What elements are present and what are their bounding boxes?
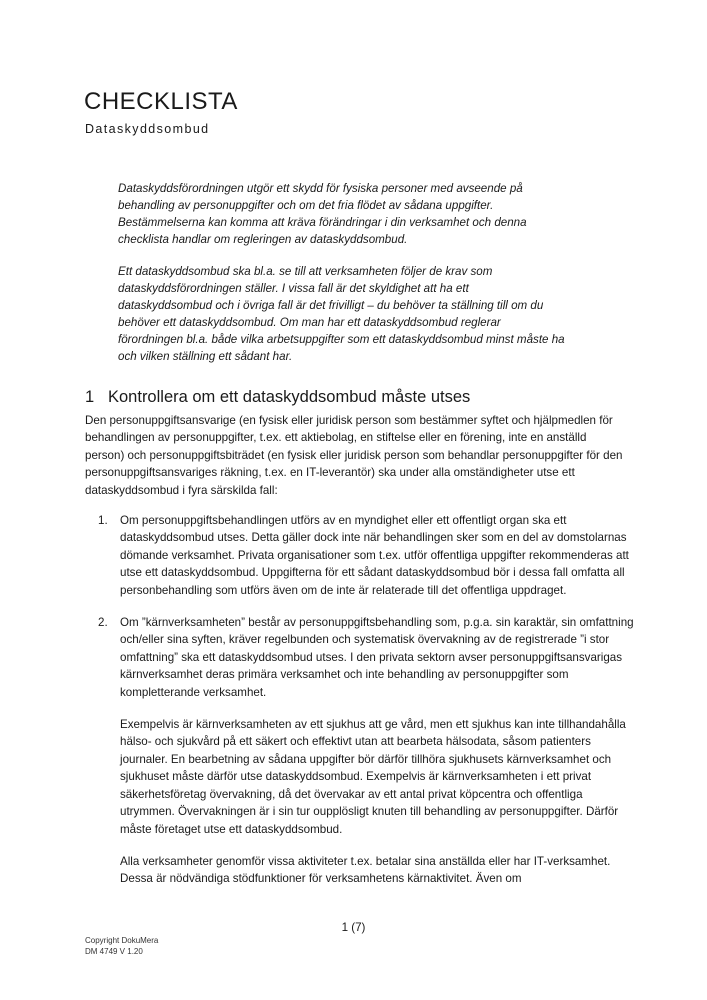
list-item-paragraph: Om ”kärnverksamheten” består av personuppgiftsbehandling som, p.g.a. sin karaktär, sin omfattning och/eller sina syften, kräver regelbunden och systematisk övervakning av de registrerade ”i stor omfattning” ska ett dataskyddsombud utses. I den privata sektorn avser personuppgiftsansvarigas kärnverksamhet deras primära verksamhet och inte behandling av personuppgifter som kompletterande verksamhet. (120, 616, 634, 699)
numbered-list (98, 512, 638, 903)
intro-paragraph: Dataskyddsförordningen utgör ett skydd för fysiska personer med avseende på behandling av personuppgifter och om det fria flödet av sådana uppgifter. Bestämmelserna kan komma att kräva förändringar i din verksamhet och denna checklista handlar om regleringen av dataskyddsombud. (118, 182, 527, 246)
footer (85, 936, 158, 957)
section-title: Kontrollera om ett dataskyddsombud måste utses (108, 388, 471, 406)
list-item-paragraph: Exempelvis är kärnverksamheten av ett sjukhus att ge vård, men ett sjukhus kan inte tillhandahålla hälso- och sjukvård på ett säkert och effektivt utan att bearbeta hälsodata, såsom patienters journaler. En bearbetning av sådana uppgifter bör därför tillhöra sjukhusets kärnverksamhet och sjukhuset måste därför utse dataskyddsombud. Exempelvis är kärnverksamheten i ett privat säkerhetsföretag övervakning, då det övervakar av ett antal privat köpcentra och offentliga utrymmen. Övervakningen är i sin tur oupplösligt knuten till behandling av personuppgifter. Därför måste företaget utse ett dataskyddsombud. (120, 718, 626, 836)
page-subtitle: Dataskyddsombud (85, 122, 210, 136)
list-item (98, 614, 638, 888)
list-item-paragraph: Om personuppgiftsbehandlingen utförs av en myndighet eller ett offentligt organ ska ett dataskyddsombud utses. Detta gäller dock inte när behandlingen sker som en del av domstolarnas dömande verksamhet. Privata organisationer som t.ex. utför offentliga uppgifter rekommenderas att utse ett dataskyddsombud. Uppgifterna för ett sådant dataskyddsombud bör i dessa fall omfatta all personbehandling som utförs även om de inte är relaterade till det offentliga uppdraget. (120, 514, 629, 597)
page-title: CHECKLISTA (84, 88, 238, 115)
list-item-paragraph: Alla verksamheter genomför vissa aktiviteter t.ex. betalar sina anställda eller har IT-verksamhet. Dessa är nödvändiga stödfunktioner för verksamhetens kärnaktivitet. Även om (120, 854, 611, 886)
list-marker: 1. (98, 514, 108, 527)
list-marker: 2. (98, 616, 108, 630)
footer-copyright: Copyright DokuMera (85, 936, 159, 945)
page-number: 1 (7) (341, 921, 366, 934)
list-item (98, 512, 638, 599)
intro-paragraph: Ett dataskyddsombud ska bl.a. se till att verksamheten följer de krav som dataskyddsförordningen ställer. I vissa fall är det skyldighet att ha ett dataskyddsombud och i övriga fall är det frivilligt – du behöver ta ställning till om du behöver ett dataskyddsombud. Om man har ett dataskyddsombud reglerar förordningen bl.a. både vilka arbetsuppgifter som ett dataskyddsombud minst måste ha och vilken ställning ett sådant har. (118, 265, 565, 363)
section-number: 1 (85, 388, 95, 406)
section-heading (85, 386, 470, 408)
section-body: Den personuppgiftsansvarige (en fysisk eller juridisk person som bestämmer syftet och hjälpmedlen för behandlingen av personuppgifter, t.ex. ett aktiebolag, en stiftelse eller en förening, inte en anställd person) och personuppgiftsbiträdet (en fysisk eller juridisk person som behandlar personuppgifter för den personuppgiftsansvariges räkning, t.ex. en IT-leverantör) ska under alla omständigheter utse ett dataskyddsombud i fyra särskilda fall: (85, 414, 623, 497)
footer-doc-id: DM 4749 V 1.20 (85, 946, 143, 956)
intro-section (118, 180, 566, 380)
